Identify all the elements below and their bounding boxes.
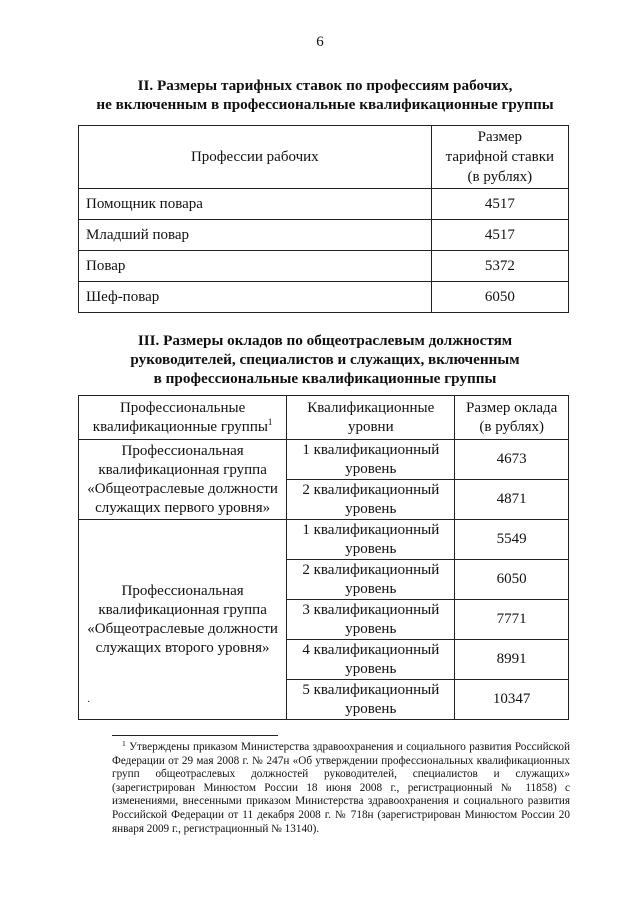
group-name-line: квалификационная группа: [98, 461, 267, 478]
header-line: Размер оклада: [466, 399, 558, 416]
scan-speck: ·: [87, 697, 91, 708]
tariff-value: 6050: [431, 282, 568, 313]
footnote: [112, 741, 570, 836]
table-row: [79, 282, 569, 313]
level-line: 1 квалификационный: [302, 521, 440, 538]
level-line: 3 квалификационный: [302, 601, 440, 618]
salary-value: 8991: [455, 640, 569, 680]
qualification-level: [287, 640, 455, 680]
section-2-title-line-2: не включенным в профессиональные квалификационные группы: [96, 96, 554, 113]
group-name-line: квалификационная группа: [98, 601, 267, 618]
section-3-title-line-2: руководителей, специалистов и служащих, включенным: [130, 351, 520, 368]
tariff-value: 4517: [431, 189, 568, 220]
footnote-text: Утверждены приказом Министерства здравоохранения и социального развития Российской Федерации от 29 мая 2008 г. № 247н «Об утверждении профессиональных квалификационных групп общеотраслевых должностей руководителей, специалистов и служащих» (зарегистрирован Минюстом России 18 июня 2008 г., регистрационный № 11858) с изменениями, внесенными приказом Министерства здравоохранения и социального развития Российской Федерации от 11 декабря 2008 г. № 718н (зарегистрирован Минюстом России 20 января 2009 г., регистрационный № 13140).: [112, 741, 571, 835]
level-line: уровень: [345, 700, 397, 717]
group-name-line: «Общеотраслевые должности: [87, 620, 278, 637]
column-header-professions: Профессии рабочих: [79, 126, 432, 189]
salary-value: 5549: [455, 520, 569, 560]
column-header-tariff-rate: [431, 126, 568, 189]
profession-name: Повар: [79, 251, 432, 282]
section-3-title-line-1: III. Размеры окладов по общеотраслевым должностям: [137, 332, 513, 349]
qualification-level: [287, 680, 455, 720]
group-name-line: Профессиональная: [121, 582, 244, 599]
header-line: [79, 418, 286, 437]
table-header-row: [79, 126, 569, 189]
group-name-line: Профессиональная: [121, 442, 244, 459]
level-line: 2 квалификационный: [302, 561, 440, 578]
level-line: уровень: [345, 580, 397, 597]
tariff-value: 4517: [431, 220, 568, 251]
level-line: 1 квалификационный: [302, 441, 440, 458]
qualification-level: [287, 600, 455, 640]
header-line: (в рублях): [479, 418, 544, 435]
salary-value: 7771: [455, 600, 569, 640]
qualification-level: [287, 480, 455, 520]
table-row: [79, 189, 569, 220]
tariff-value: 5372: [431, 251, 568, 282]
level-line: уровень: [345, 620, 397, 637]
header-line: Профессиональные: [119, 399, 246, 416]
qualification-level: [287, 560, 455, 600]
table-row: [79, 520, 569, 560]
qualification-group-name: [79, 520, 287, 720]
column-header-salary: [455, 396, 569, 440]
level-line: 4 квалификационный: [302, 641, 440, 658]
salary-value: 10347: [455, 680, 569, 720]
footnote-divider: [112, 735, 278, 736]
level-line: 5 квалификационный: [302, 681, 440, 698]
page-number: 6: [316, 34, 324, 50]
level-line: уровень: [345, 540, 397, 557]
group-name-line: служащих второго уровня»: [95, 639, 270, 656]
group-name-line: «Общеотраслевые должности: [87, 480, 278, 497]
profession-name: Помощник повара: [79, 189, 432, 220]
group-name-line: служащих первого уровня»: [95, 499, 271, 516]
table-row: [79, 220, 569, 251]
salary-value: 4673: [455, 440, 569, 480]
level-line: уровень: [345, 660, 397, 677]
column-header-qualification-levels: [287, 396, 455, 440]
worker-tariff-table: [78, 125, 569, 313]
header-line: тарифной ставки: [445, 149, 555, 165]
qualification-level: [287, 440, 455, 480]
section-3-title: [60, 331, 590, 388]
section-2-title-line-1: II. Размеры тарифных ставок по профессиям рабочих,: [137, 77, 513, 94]
salary-value: 6050: [455, 560, 569, 600]
table-row: [79, 251, 569, 282]
header-line: Размер: [477, 129, 522, 145]
header-text: квалификационные группы: [92, 418, 268, 435]
header-line: Квалификационные: [307, 399, 435, 416]
level-line: уровень: [345, 460, 397, 477]
table-header-row: [79, 396, 569, 440]
level-line: 2 квалификационный: [302, 481, 440, 498]
level-line: уровень: [345, 500, 397, 517]
column-header-qualification-groups: [79, 396, 287, 440]
table-row: [79, 440, 569, 480]
section-3-title-line-3: в профессиональные квалификационные группы: [153, 370, 497, 387]
qualification-level: [287, 520, 455, 560]
profession-name: Младший повар: [79, 220, 432, 251]
footnote-reference: 1: [267, 416, 273, 427]
footnote-mark: 1: [122, 739, 126, 748]
header-line: уровни: [347, 418, 394, 435]
salary-value: 4871: [455, 480, 569, 520]
header-line: (в рублях): [467, 169, 533, 185]
salary-table: [78, 395, 569, 720]
footnote-indent: [112, 741, 122, 753]
section-2-title: [60, 76, 590, 114]
profession-name: Шеф-повар: [79, 282, 432, 313]
qualification-group-name: [79, 440, 287, 520]
